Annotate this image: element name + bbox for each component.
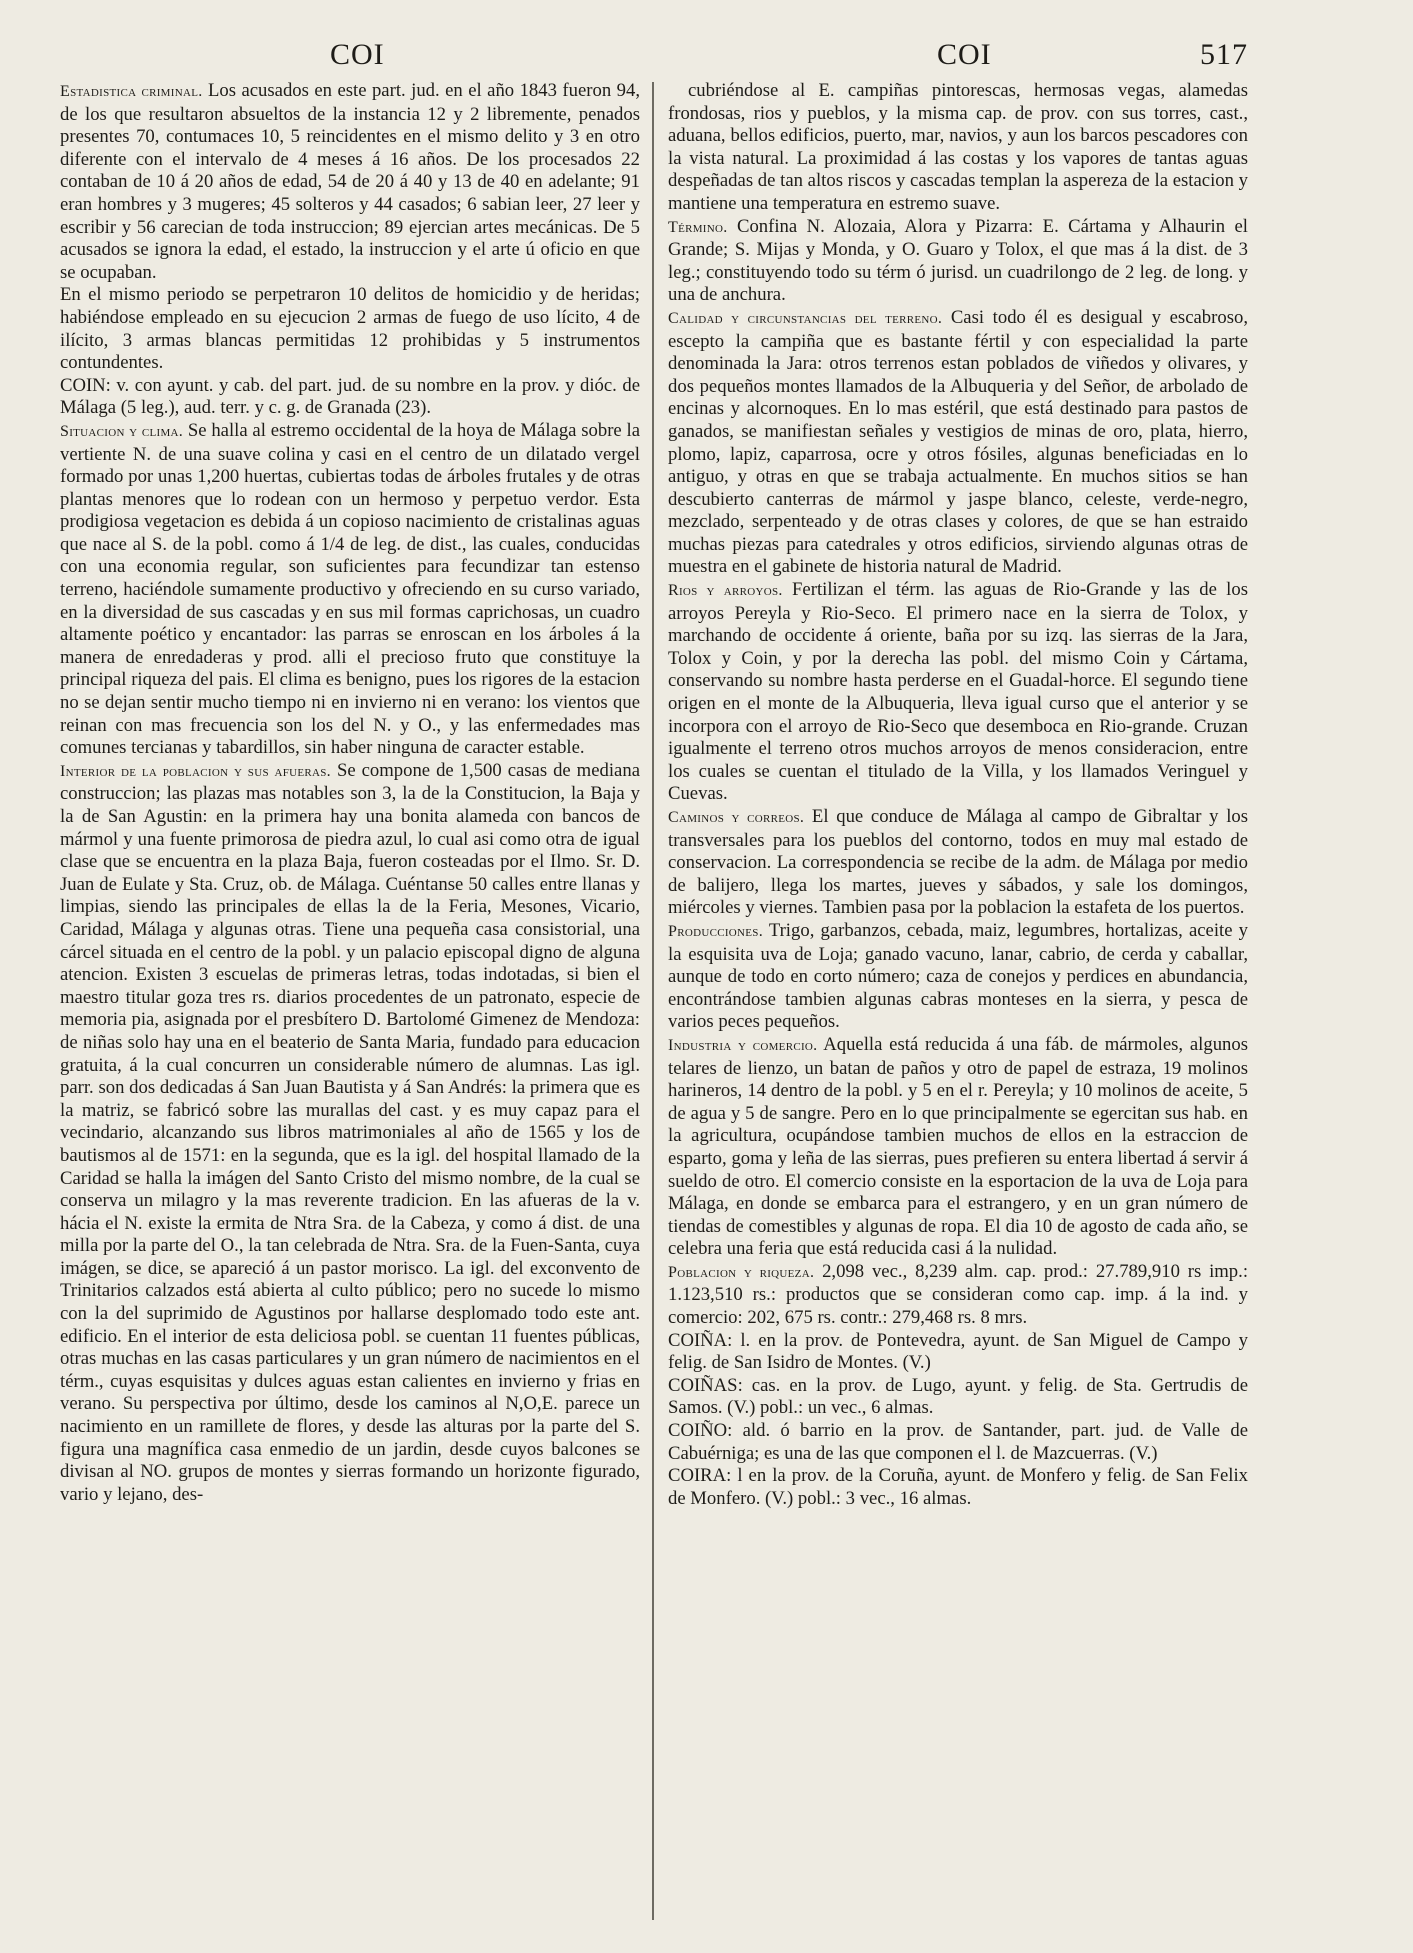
paragraph [60, 375, 640, 420]
section-lead: Rios y arroyos. [668, 582, 783, 600]
paragraph [668, 307, 1248, 579]
paragraph-text: Fertilizan el térm. las aguas de Rio-Grande y las de los arroyos Pereyla y Rio-Seco. El primero nace en la sierra de Tolox, y marchando de occidente á oriente, baña por su izq. las sierras de la Jara, Tolox y Coin, y por la derecha las pobl. del mismo Coin y Cártama, conservando su nombre hasta perderse en el Guadal-horce. El segundo tiene origen en el monte de la Albuqueria, lleva igual curso que el anterior y se incorpora con el arroyo de Rio-Seco que desemboca en Rio-grande. Cruzan igualmente el terreno otros muchos arroyos de menos consideracion, entre los cuales se cuentan el titulado de la Villa, y los llamados Veringuel y Cuevas. [668, 579, 1248, 805]
paragraph-text: Los acusados en este part. jud. en el año 1843 fueron 94, de los que resultaron absueltos de la instancia 12 y 2 libremente, penados presentes 70, contumaces 10, 5 reincidentes en el mismo delito y 3 en otro diferente con el intervalo de 4 meses á 16 años. De los procesados 22 contaban de 10 á 20 años de edad, 54 de 20 á 40 y 13 de 40 en adelante; 91 eran hombres y 3 mugeres; 45 solteros y 44 casados; 6 sabian leer, 27 leer y escribir y 56 carecian de toda instruccion; 89 ejercian artes mecánicas. De 5 acusados se ignora la edad, el estado, la instruccion y el arte ú oficio en que se ocupaban. [60, 80, 640, 283]
paragraph [668, 806, 1248, 920]
running-head-right: COI [937, 38, 992, 71]
right-column [668, 80, 1248, 1510]
section-lead: Situacion y clima. [60, 422, 184, 440]
section-lead: Industria y comercio. [668, 1036, 818, 1054]
section-lead: Interior de la poblacion y sus afueras. [60, 762, 331, 780]
paragraph-text: COIÑA: l. en la prov. de Pontevedra, ayunt. de San Miguel de Campo y felig. de San Isidro de Montes. (V.) [668, 1329, 1248, 1374]
paragraph-text: COIN: v. con ayunt. y cab. del part. jud. de su nombre en la prov. y dióc. de Málaga (5 leg.), aud. terr. y c. g. de Granada (23). [60, 374, 640, 419]
left-column [60, 80, 640, 1506]
paragraph-text: 2,098 vec., 8,239 alm. cap. prod.: 27.789,910 rs imp.: 1.123,510 rs.: productos que se consideran como cap. imp. á la ind. y comercio: 202, 675 rs. contr.: 279,468 rs. 8 mrs. [668, 1260, 1249, 1329]
column-divider [652, 82, 654, 1920]
page-header [0, 38, 1413, 78]
paragraph [668, 1261, 1248, 1330]
section-lead: Producciones. [668, 922, 764, 940]
paragraph [668, 80, 1248, 216]
paragraph [668, 1330, 1248, 1375]
paragraph-text: Trigo, garbanzos, cebada, maiz, legumbres, hortalizas, aceite y la esquisita uva de Loja; ganado vacuno, lanar, cabrio, de cerda y caballar, aunque de todo en corto número; caza de conejos y perdices en abundancia, encontrándose tambien algunas cabras monteses en la sierra, y pesca de varios peces pequeños. [668, 919, 1248, 1033]
section-lead: Poblacion y riqueza. [668, 1263, 815, 1281]
paragraph [60, 284, 640, 374]
paragraph [668, 1420, 1248, 1465]
paragraph [60, 420, 640, 760]
paragraph [668, 1034, 1248, 1261]
section-lead: Calidad y circunstancias del terreno. [668, 309, 943, 327]
paragraph-text: COIRA: l en la prov. de la Coruña, ayunt. de Monfero y felig. de San Felix de Monfero. (V.) pobl.: 3 vec., 16 almas. [668, 1465, 1248, 1509]
section-lead: Término. [668, 218, 728, 236]
paragraph-text: cubriéndose al E. campiñas pintorescas, hermosas vegas, alamedas frondosas, rios y pueblos, y la misma cap. de prov. con sus torres, cast., aduana, bellos edificios, puerto, mar, navios, y aun los barcos pescadores con la vista natural. La proximidad á las costas y los vapores de tantas aguas despeñadas de tan altos riscos y cascadas templan la aspereza de la estacion y mantiene una temperatura en estremo suave. [668, 80, 1248, 214]
paragraph-text: Se halla al estremo occidental de la hoya de Málaga sobre la vertiente N. de una suave colina y casi en el centro de un dilatado vergel formado por unas 1,200 huertas, cubiertas todas de árboles frutales y de otras plantas menores que lo rodean con un hermoso y perpetuo verdor. Esta prodigiosa vegetacion es debida á un copioso nacimiento de cristalinas aguas que nace al S. de la pobl. como á 1/4 de leg. de dist., las cuales, conducidas con una economia regular, son suficientes para fecundizar tan estenso terreno, haciéndole sumamente productivo y ofreciendo en su curso variado, en la diversidad de sus cascadas y en sus mil formas caprichosas, un cuadro altamente poético y encantador: las parras se enroscan en los árboles á la manera de enredaderas y prod. alli el precioso fruto que constituye la principal riqueza del pais. El clima es benigno, pues los rigores de la estacion no se dejan sentir mucho tiempo ni en invierno ni en verano: los vientos que reinan con mas frecuencia son los del N. y O., y las enfermedades mas comunes tercianas y tabardillos, sin haber ninguna de caracter estable. [60, 419, 640, 759]
paragraph-text: El que conduce de Málaga al campo de Gibraltar y los transversales para los pueblos del contorno, todos en muy mal estado de conservacion. La correspondencia se recibe de la adm. de Málaga por medio de balijero, llega los martes, jueves y sábados, y sale los domingos, miércoles y viernes. Tambien pasa por la poblacion la estafeta de los puertos. [668, 806, 1248, 919]
paragraph [668, 216, 1248, 307]
paragraph-text: COIÑO: ald. ó barrio en la prov. de Santander, part. jud. de Valle de Cabuérniga; es una de las que componen el l. de Mazcuerras. (V.) [668, 1420, 1248, 1464]
paragraph-text: En el mismo periodo se perpetraron 10 delitos de homicidio y de heridas; habiéndose empleado en su ejecucion 2 armas de fuego de uso lícito, 4 de ilícito, 3 armas blancas permitidas 12 prohibidas y 5 instrumentos contundentes. [60, 284, 640, 374]
paragraph-text: Se compone de 1,500 casas de mediana construccion; las plazas mas notables son 3, la de la Constitucion, la Baja y la de San Agustin: en la primera hay una bonita alameda con bancos de mármol y una fuente primorosa de piedra azul, lo cual asi como otra de igual clase que se encuentra en la plaza Baja, fueron costeadas por el Ilmo. Sr. D. Juan de Eulate y Sta. Cruz, ob. de Málaga. Cuéntanse 50 calles entre llanas y limpias, siendo las principales de ellas la de la Feria, Mesones, Vicario, Caridad, Málaga y algunas otras. Tiene una pequeña casa consistorial, una cárcel situada en el centro de la pobl. y un palacio episcopal digno de alguna atencion. Existen 3 escuelas de primeras letras, todas indotadas, si bien el maestro titular goza tres rs. diarios procedentes de un patronato, especie de memoria pia, asignada por el presbítero D. Bartolomé Gimenez de Mendoza: de niñas solo hay una en el beaterio de Santa Maria, fundado para educacion gratuita, á la cual concurren un considerable número de alumnas. Las igl. parr. son dos dedicadas á San Juan Bautista y á San Andrés: la primera que es la matriz, se fabricó sobre las murallas del cast. y es muy capaz para el vecindario, alcanzando sus libros matrimoniales al año de 1565 y los de bautismos al de 1571: en la segunda, que es la igl. del hospital llamado de la Caridad se halla la imágen del Santo Cristo del mismo nombre, de la cual se conserva un milagro y la mas reverente tradicion. En las afueras de la v. hácia el N. existe la ermita de Ntra Sra. de la Cabeza, y como á dist. de una milla por la parte del O., la tan celebrada de Ntra. Sra. de la Fuen-Santa, cuya imágen, se dice, se apareció á un pastor morisco. La igl. del exconvento de Trinitarios calzados está abierta al culto público; pero no sucede lo mismo con la del suprimido de Agustinos por hallarse desplomado todo este ant. edificio. En el interior de esta deliciosa pobl. se cuentan 11 fuentes públicas, otras muchas en las casas particulares y un gran número de nacimientos en el térm., cuyas esquisitas y dulces aguas estan calientes en invierno y frias en verano. Su perspectiva por último, desde los caminos al N,O,E. parece un nacimiento en un ramillete de flores, y desde las alturas por la parte del S. figura una magnífica casa enmedio de un jardin, desde cuyos balcones se divisan al NO. grupos de montes y sierras formando un horizonte figurado, vario y lejano, des- [60, 759, 640, 1505]
paragraph-text: Casi todo él es desigual y escabroso, escepto la campiña que es bastante fértil y con especialidad la parte denominada la Jara: otros terrenos estan poblados de viñedos y olivares, y dos pequeños montes llamados de la Albuqueria y del Señor, de arbolado de encinas y alcornoques. En lo mas estéril, que está destinado para pastos de ganados, se manifiestan señales y vestigios de minas de oro, plata, hierro, plomo, lapiz, caparrosa, ocre y otros fósiles, algunas beneficiadas en lo antiguo, y otras en que se trabaja actualmente. En muchos sitios se han descubierto canterras de mármol y jaspe blanco, celeste, verde-negro, mezclado, serpenteado y de otras clases y colores, de que se han estraido muchas piezas para catedrales y otros edificios, sirviendo algunas otras de muestra en el gabinete de historia natural de Madrid. [668, 306, 1248, 578]
paragraph [60, 760, 640, 1507]
section-lead: Estadistica criminal. [60, 83, 203, 100]
section-lead: Caminos y correos. [668, 809, 805, 826]
paragraph-text: Confina N. Alozaia, Alora y Pizarra: E. Cártama y Alhaurin el Grande; S. Mijas y Monda, y O. Guaro y Tolox, el que mas á la dist. de 3 leg.; constituyendo todo su térm ó jurisd. un cuadrilongo de 2 leg. de long. y una de anchura. [668, 215, 1248, 306]
paragraph-text: COIÑAS: cas. en la prov. de Lugo, ayunt. y felig. de Sta. Gertrudis de Samos. (V.) pobl.: un vec., 6 almas. [668, 1374, 1248, 1419]
paragraph [60, 80, 640, 284]
paragraph-text: Aquella está reducida á una fáb. de mármoles, algunos telares de lienzo, un batan de paños y otro de papel de estraza, 19 molinos harineros, 14 dentro de la pobl. y 5 en el r. Pereyla; y 10 molinos de aceite, 5 de agua y 5 de sangre. Pero en lo que principalmente se egercitan sus hab. en la agricultura, ocupándose tambien muchos de ellos en la estraccion de esparto, goma y leña de las sierras, pues prefieren su entera libertad á servir á sueldo de otro. El comercio consiste en la esportacion de la uva de Loja para Málaga, en donde se embarca para el estrangero, y en un gran número de tiendas de comestibles y algunas de ropa. El dia 10 de agosto de cada año, se celebra una feria que está reducida casi á la nulidad. [668, 1033, 1249, 1260]
paragraph [668, 1465, 1248, 1510]
page-number: 517 [1200, 38, 1248, 71]
paragraph [668, 920, 1248, 1034]
paragraph [668, 1375, 1248, 1420]
running-head-left: COI [330, 38, 385, 71]
paragraph [668, 579, 1248, 806]
